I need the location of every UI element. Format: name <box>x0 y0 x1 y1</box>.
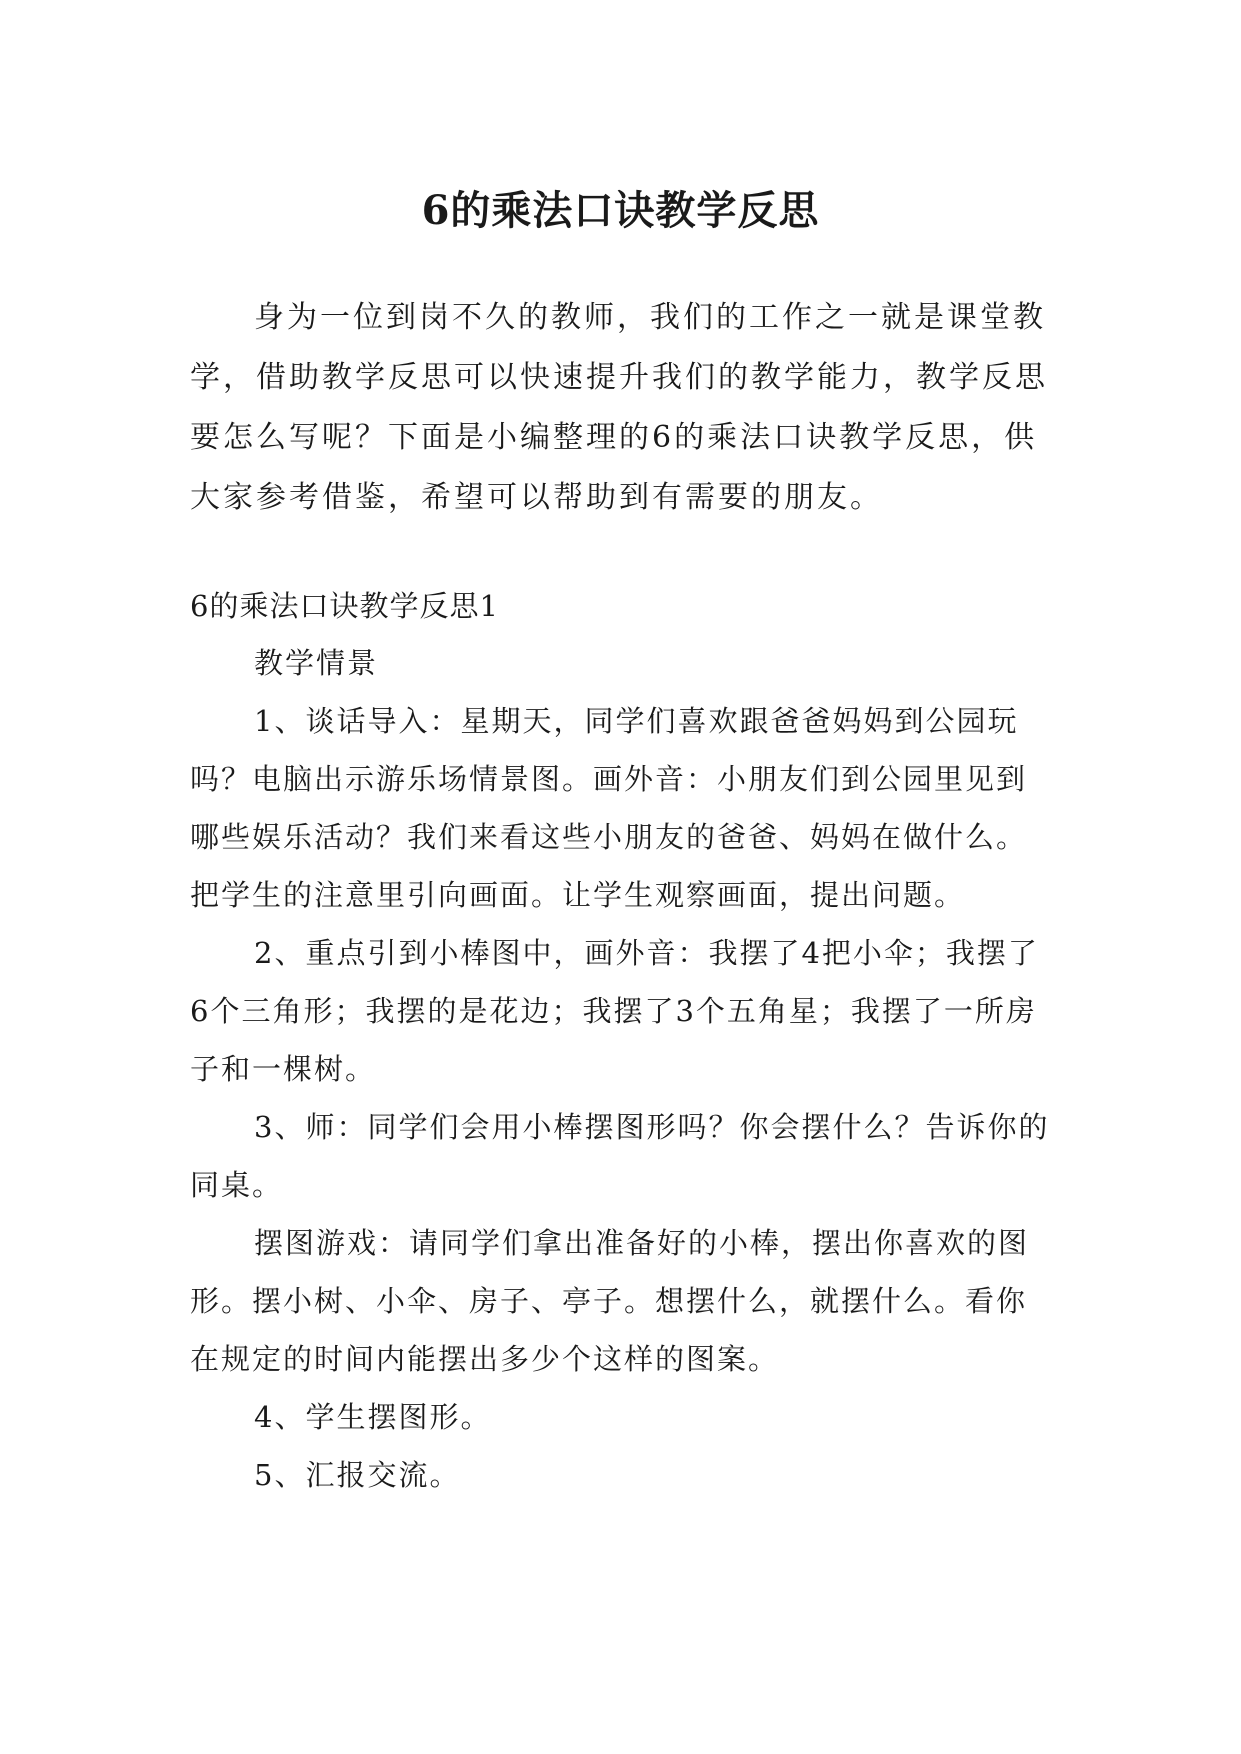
section-1 <box>190 578 1050 1504</box>
intro-paragraph: 身为一位到岗不久的教师，我们的工作之一就是课堂教学，借助教学反思可以快速提升我们的教学能力，教学反思要怎么写呢？下面是小编整理的6的乘法口诀教学反思，供大家参考借鉴，希望可以帮助到有需要的朋友。 <box>190 300 1048 515</box>
paragraph-step-1: 1、谈话导入：星期天，同学们喜欢跟爸爸妈妈到公园玩吗？电脑出示游乐场情景图。画外音：小朋友们到公园里见到哪些娱乐活动？我们来看这些小朋友的爸爸、妈妈在做什么。把学生的注意里引向画面。让学生观察画面，提出问题。 <box>190 704 1028 912</box>
paragraph-step-4: 4、学生摆图形。 <box>254 1400 492 1434</box>
paragraph-step-5: 5、汇报交流。 <box>254 1458 461 1492</box>
paragraph-step-2: 2、重点引到小棒图中，画外音：我摆了4把小伞；我摆了6个三角形；我摆的是花边；我摆了3个五角星；我摆了一所房子和一棵树。 <box>190 936 1039 1086</box>
paragraph-teaching-scenario: 教学情景 <box>254 646 379 680</box>
paragraph-step-3: 3、师：同学们会用小棒摆图形吗？你会摆什么？告诉你的同桌。 <box>190 1110 1050 1202</box>
document-title: 6的乘法口诀教学反思 <box>421 186 820 234</box>
section-heading: 6的乘法口诀教学反思1 <box>190 589 499 623</box>
paragraph-game: 摆图游戏：请同学们拿出准备好的小棒，摆出你喜欢的图形。摆小树、小伞、房子、亭子。想摆什么，就摆什么。看你在规定的时间内能摆出多少个这样的图案。 <box>190 1226 1030 1376</box>
intro-block <box>190 288 1050 528</box>
